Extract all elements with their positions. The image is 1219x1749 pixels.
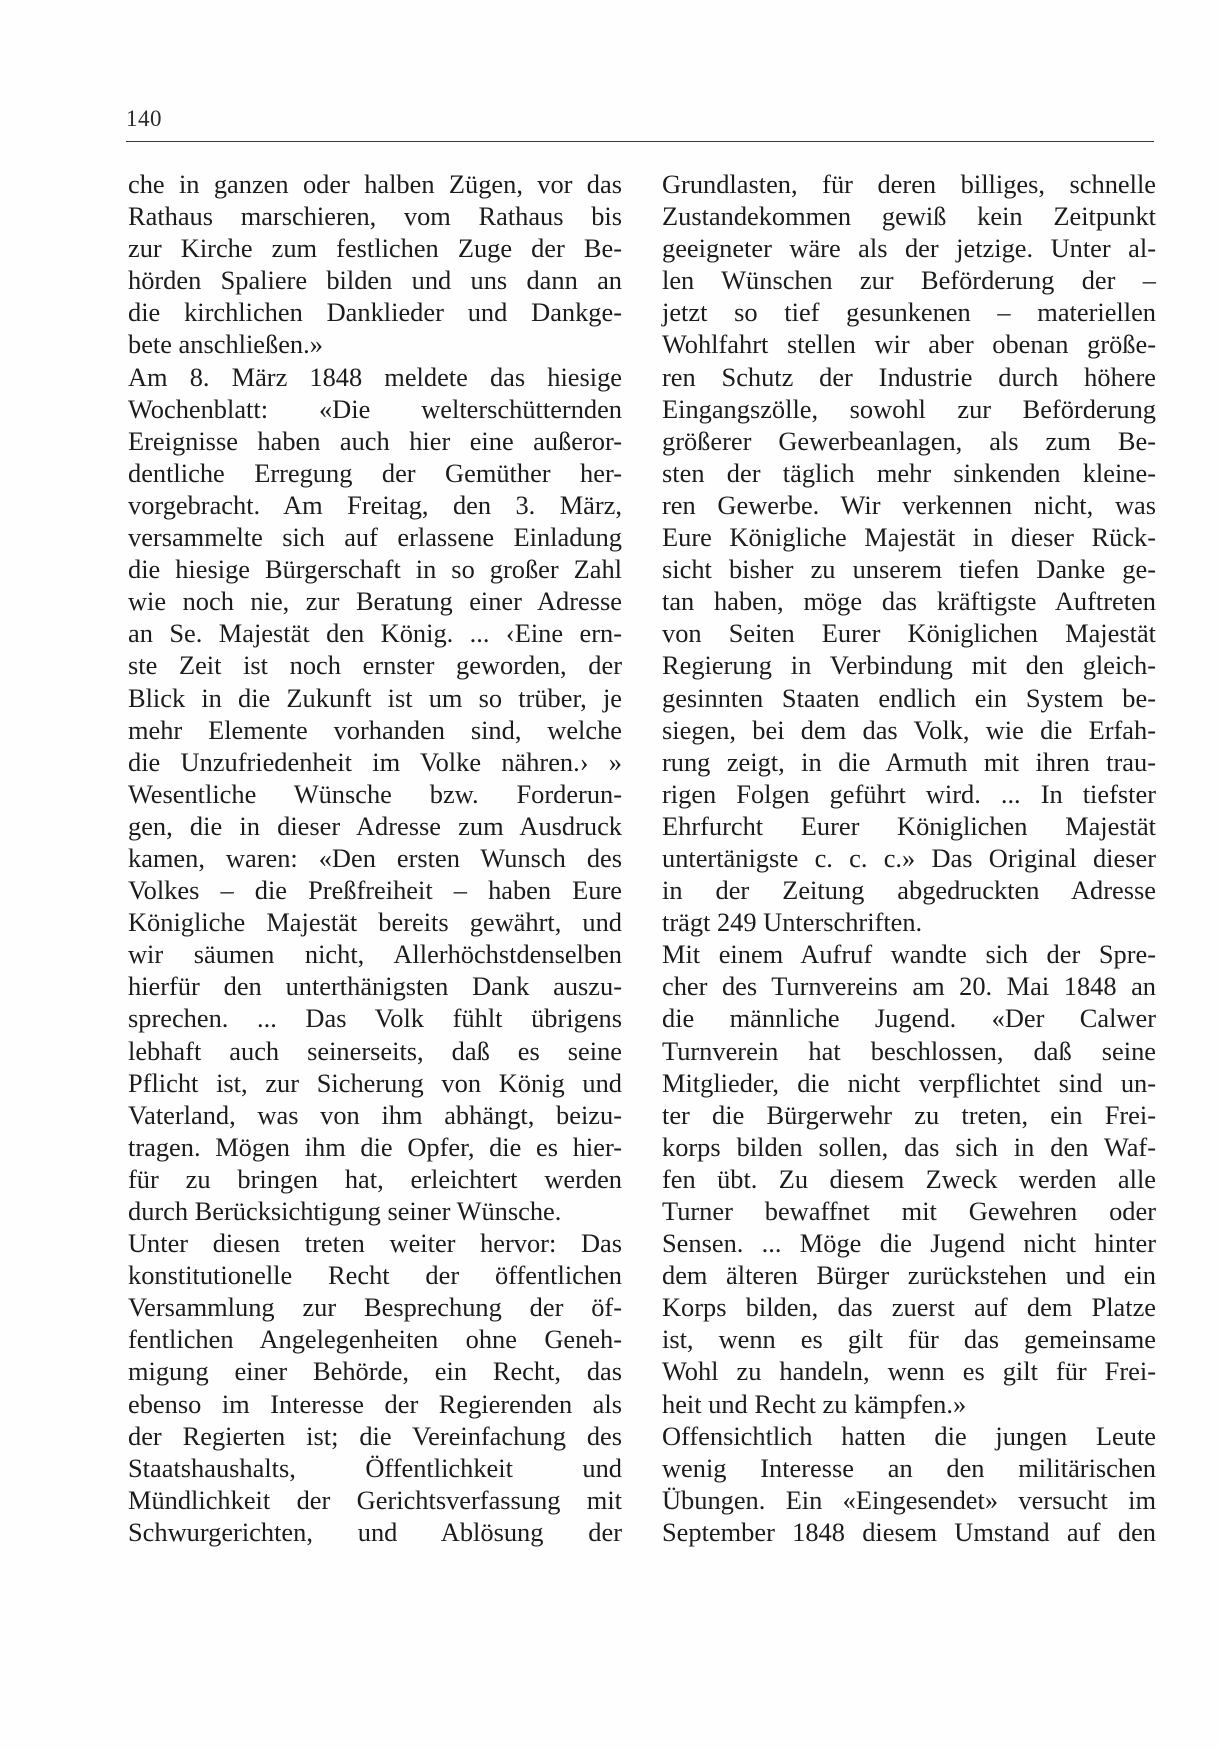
text-line: ren Schutz der Industrie durch höhere xyxy=(662,361,1156,392)
text-line: Korps bilden, das zuerst auf dem Platze xyxy=(662,1292,1156,1323)
text-line: Regierung in Verbindung mit den gleich- xyxy=(662,650,1156,681)
text-line: der Regierten ist; die Vereinfachung des xyxy=(128,1420,622,1451)
text-line: Zustandekommen gewiß kein Zeitpunkt xyxy=(662,201,1156,232)
right-column xyxy=(662,168,1156,1548)
text-line: sicht bisher zu unserem tiefen Danke ge- xyxy=(662,554,1156,585)
text-line: vorgebracht. Am Freitag, den 3. März, xyxy=(128,489,622,520)
text-line: Blick in die Zukunft ist um so trüber, je xyxy=(128,682,622,713)
text-line: September 1848 diesem Umstand auf den xyxy=(662,1516,1156,1547)
text-line: Ehrfurcht Eurer Königlichen Majestät xyxy=(662,810,1156,841)
text-line: kamen, waren: «Den ersten Wunsch des xyxy=(128,842,622,873)
text-line: jetzt so tief gesunkenen – materiellen xyxy=(662,297,1156,328)
header-rule xyxy=(126,141,1154,142)
text-line: cher des Turnvereins am 20. Mai 1848 an xyxy=(662,971,1156,1002)
text-line: zur Kirche zum festlichen Zuge der Be- xyxy=(128,233,622,264)
text-line: hörden Spaliere bilden und uns dann an xyxy=(128,265,622,296)
text-line: untertänigste c. c. c.» Das Original dieser xyxy=(662,842,1156,873)
text-line: Wohlfahrt stellen wir aber obenan größe- xyxy=(662,329,1156,360)
text-line: Mitglieder, die nicht verpflichtet sind un- xyxy=(662,1067,1156,1098)
page-number: 140 xyxy=(126,106,162,131)
text-line: Volkes – die Preßfreiheit – haben Eure xyxy=(128,875,622,906)
text-line: trägt 249 Unterschriften. xyxy=(662,907,923,938)
text-line: Am 8. März 1848 meldete das hiesige xyxy=(128,361,622,392)
text-line: korps bilden sollen, das sich in den Waf- xyxy=(662,1131,1156,1162)
text-line: versammelte sich auf erlassene Einladung xyxy=(128,522,622,553)
text-line: größerer Gewerbeanlagen, als zum Be- xyxy=(662,425,1156,456)
text-line: Mit einem Aufruf wandte sich der Spre- xyxy=(662,939,1156,970)
text-line: Übungen. Ein «Eingesendet» versucht im xyxy=(662,1484,1156,1515)
text-line: tragen. Mögen ihm die Opfer, die es hier- xyxy=(128,1131,622,1162)
text-line: die männliche Jugend. «Der Calwer xyxy=(662,1003,1156,1034)
text-line: Offensichtlich hatten die jungen Leute xyxy=(662,1420,1156,1451)
text-line: Wochenblatt: «Die welterschütternden xyxy=(128,393,622,424)
text-line: an Se. Majestät den König. ... ‹Eine ern- xyxy=(128,618,622,649)
text-line: Versammlung zur Besprechung der öf- xyxy=(128,1292,622,1323)
text-line: Vaterland, was von ihm abhängt, beizu- xyxy=(128,1099,622,1130)
text-line: migung einer Behörde, ein Recht, das xyxy=(128,1356,622,1387)
text-line: Turnverein hat beschlossen, daß seine xyxy=(662,1035,1156,1066)
text-line: Grundlasten, für deren billiges, schnelle xyxy=(662,169,1156,199)
left-column xyxy=(128,168,622,1548)
text-line: fentlichen Angelegenheiten ohne Geneh- xyxy=(128,1324,622,1355)
text-line: geeigneter wäre als der jetzige. Unter al- xyxy=(662,233,1156,264)
text-line: sten der täglich mehr sinkenden kleine- xyxy=(662,457,1156,488)
text-line: Wohl zu handeln, wenn es gilt für Frei- xyxy=(662,1356,1156,1387)
text-line: Ereignisse haben auch hier eine außeror- xyxy=(128,425,622,456)
text-line: wie noch nie, zur Beratung einer Adresse xyxy=(128,586,622,617)
text-line: Pflicht ist, zur Sicherung von König und xyxy=(128,1067,622,1098)
text-line: Staatshaushalts, Öffentlichkeit und xyxy=(128,1452,622,1483)
text-line: ste Zeit ist noch ernster geworden, der xyxy=(128,650,622,681)
text-line: konstitutionelle Recht der öffentlichen xyxy=(128,1260,622,1291)
text-line: heit und Recht zu kämpfen.» xyxy=(662,1388,967,1419)
text-line: ren Gewerbe. Wir verkennen nicht, was xyxy=(662,489,1156,520)
text-line: tan haben, möge das kräftigste Auftreten xyxy=(662,586,1156,617)
text-line: che in ganzen oder halben Zügen, vor das xyxy=(128,169,622,199)
text-line: Mündlichkeit der Gerichtsverfassung mit xyxy=(128,1484,622,1515)
text-line: gesinnten Staaten endlich ein System be- xyxy=(662,682,1156,713)
text-line: Königliche Majestät bereits gewährt, und xyxy=(128,907,622,938)
text-line: gen, die in dieser Adresse zum Ausdruck xyxy=(128,810,622,841)
text-line: len Wünschen zur Beförderung der – xyxy=(662,265,1156,296)
text-line: Turner bewaffnet mit Gewehren oder xyxy=(662,1196,1156,1226)
text-line: sprechen. ... Das Volk fühlt übrigens xyxy=(128,1003,622,1034)
text-line: durch Berücksichtigung seiner Wünsche. xyxy=(128,1196,562,1226)
text-line: bete anschließen.» xyxy=(128,329,323,360)
text-line: fen übt. Zu diesem Zweck werden alle xyxy=(662,1163,1156,1194)
text-line: für zu bringen hat, erleichtert werden xyxy=(128,1163,622,1194)
text-line: Sensen. ... Möge die Jugend nicht hinter xyxy=(662,1228,1156,1259)
text-line: lebhaft auch seinerseits, daß es seine xyxy=(128,1035,622,1066)
text-line: die kirchlichen Danklieder und Dankge- xyxy=(128,297,622,328)
text-line: siegen, bei dem das Volk, wie die Erfah- xyxy=(662,714,1156,745)
text-line: hierfür den unterthänigsten Dank auszu- xyxy=(128,971,622,1002)
text-line: wenig Interesse an den militärischen xyxy=(662,1452,1156,1483)
text-line: ebenso im Interesse der Regierenden als xyxy=(128,1388,622,1419)
text-line: Eingangszölle, sowohl zur Beförderung xyxy=(662,393,1156,424)
text-line: Rathaus marschieren, vom Rathaus bis xyxy=(128,201,622,232)
text-line: in der Zeitung abgedruckten Adresse xyxy=(662,875,1156,906)
text-line: Wesentliche Wünsche bzw. Forderun- xyxy=(128,778,622,809)
text-line: Schwurgerichten, und Ablösung der xyxy=(128,1516,622,1547)
text-line: dem älteren Bürger zurückstehen und ein xyxy=(662,1260,1156,1291)
text-line: die Unzufriedenheit im Volke nähren.› » xyxy=(128,746,622,777)
text-line: die hiesige Bürgerschaft in so großer Zahl xyxy=(128,554,622,585)
text-line: Unter diesen treten weiter hervor: Das xyxy=(128,1228,622,1259)
text-line: von Seiten Eurer Königlichen Majestät xyxy=(662,618,1156,649)
text-line: rigen Folgen geführt wird. ... In tiefster xyxy=(662,778,1156,809)
text-line: rung zeigt, in die Armuth mit ihren trau- xyxy=(662,746,1156,777)
text-line: wir säumen nicht, Allerhöchstdenselben xyxy=(128,939,622,970)
text-line: dentliche Erregung der Gemüther her- xyxy=(128,457,622,488)
text-line: mehr Elemente vorhanden sind, welche xyxy=(128,714,622,745)
text-line: Eure Königliche Majestät in dieser Rück- xyxy=(662,522,1156,553)
text-line: ist, wenn es gilt für das gemeinsame xyxy=(662,1324,1156,1355)
text-line: ter die Bürgerwehr zu treten, ein Frei- xyxy=(662,1099,1156,1130)
